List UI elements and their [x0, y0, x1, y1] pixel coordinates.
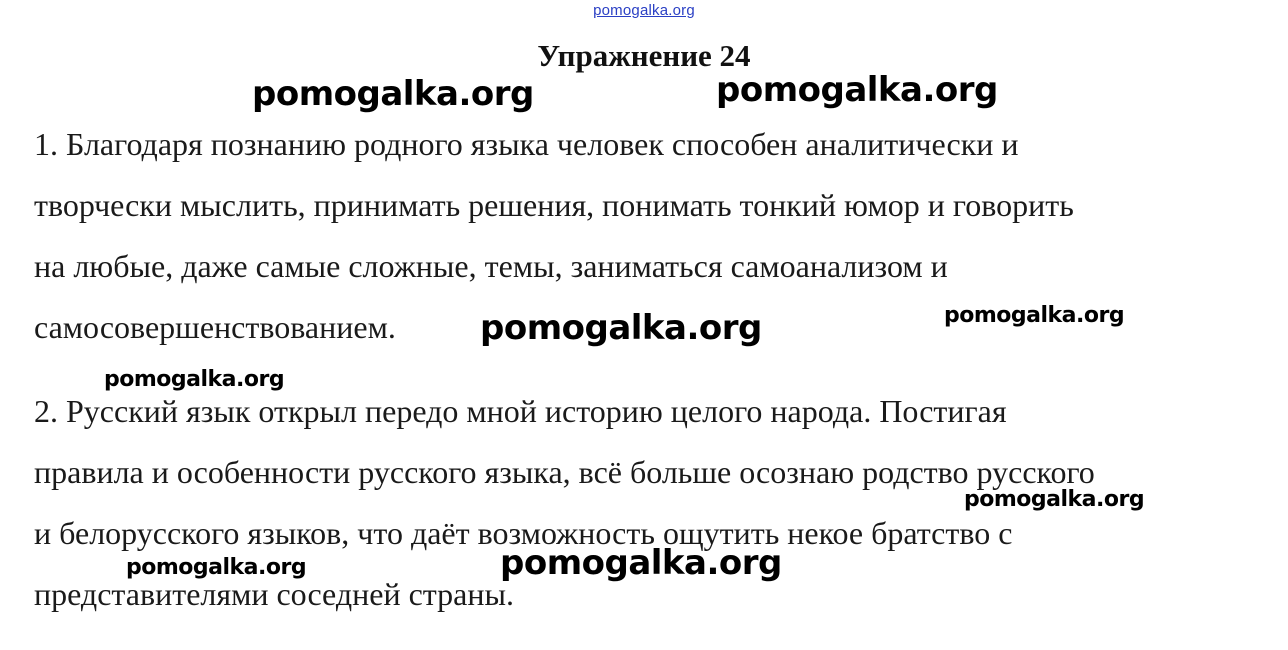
paragraph-1-line-3: на любые, даже самые сложные, темы, заниматься самоанализом и: [34, 248, 948, 284]
site-link[interactable]: pomogalka.org: [593, 2, 695, 19]
watermark: pomogalka.org: [716, 70, 998, 110]
watermark: pomogalka.org: [944, 303, 1125, 328]
exercise-title: Упражнение 24: [537, 38, 751, 73]
paragraph-2-line-1: 2. Русский язык открыл передо мной историю целого народа. Постигая: [34, 393, 1007, 429]
paragraph-2-line-2: правила и особенности русского языка, всё больше осознаю родство русского: [34, 454, 1095, 490]
watermark: pomogalka.org: [104, 367, 285, 392]
paragraph-2-line-4: представителями соседней страны.: [34, 576, 514, 612]
watermark: pomogalka.org: [500, 543, 782, 583]
paragraph-1-line-1: 1. Благодаря познанию родного языка человек способен аналитически и: [34, 126, 1019, 162]
watermark: pomogalka.org: [964, 487, 1145, 512]
paragraph-2-line-3: и белорусского языков, что даёт возможность ощутить некое братство с: [34, 515, 1013, 551]
watermark: pomogalka.org: [480, 308, 762, 348]
watermark: pomogalka.org: [252, 74, 534, 114]
paragraph-1-line-2: творчески мыслить, принимать решения, понимать тонкий юмор и говорить: [34, 187, 1074, 223]
watermark: pomogalka.org: [126, 555, 307, 580]
paragraph-1-line-4: самосовершенствованием.: [34, 309, 396, 345]
